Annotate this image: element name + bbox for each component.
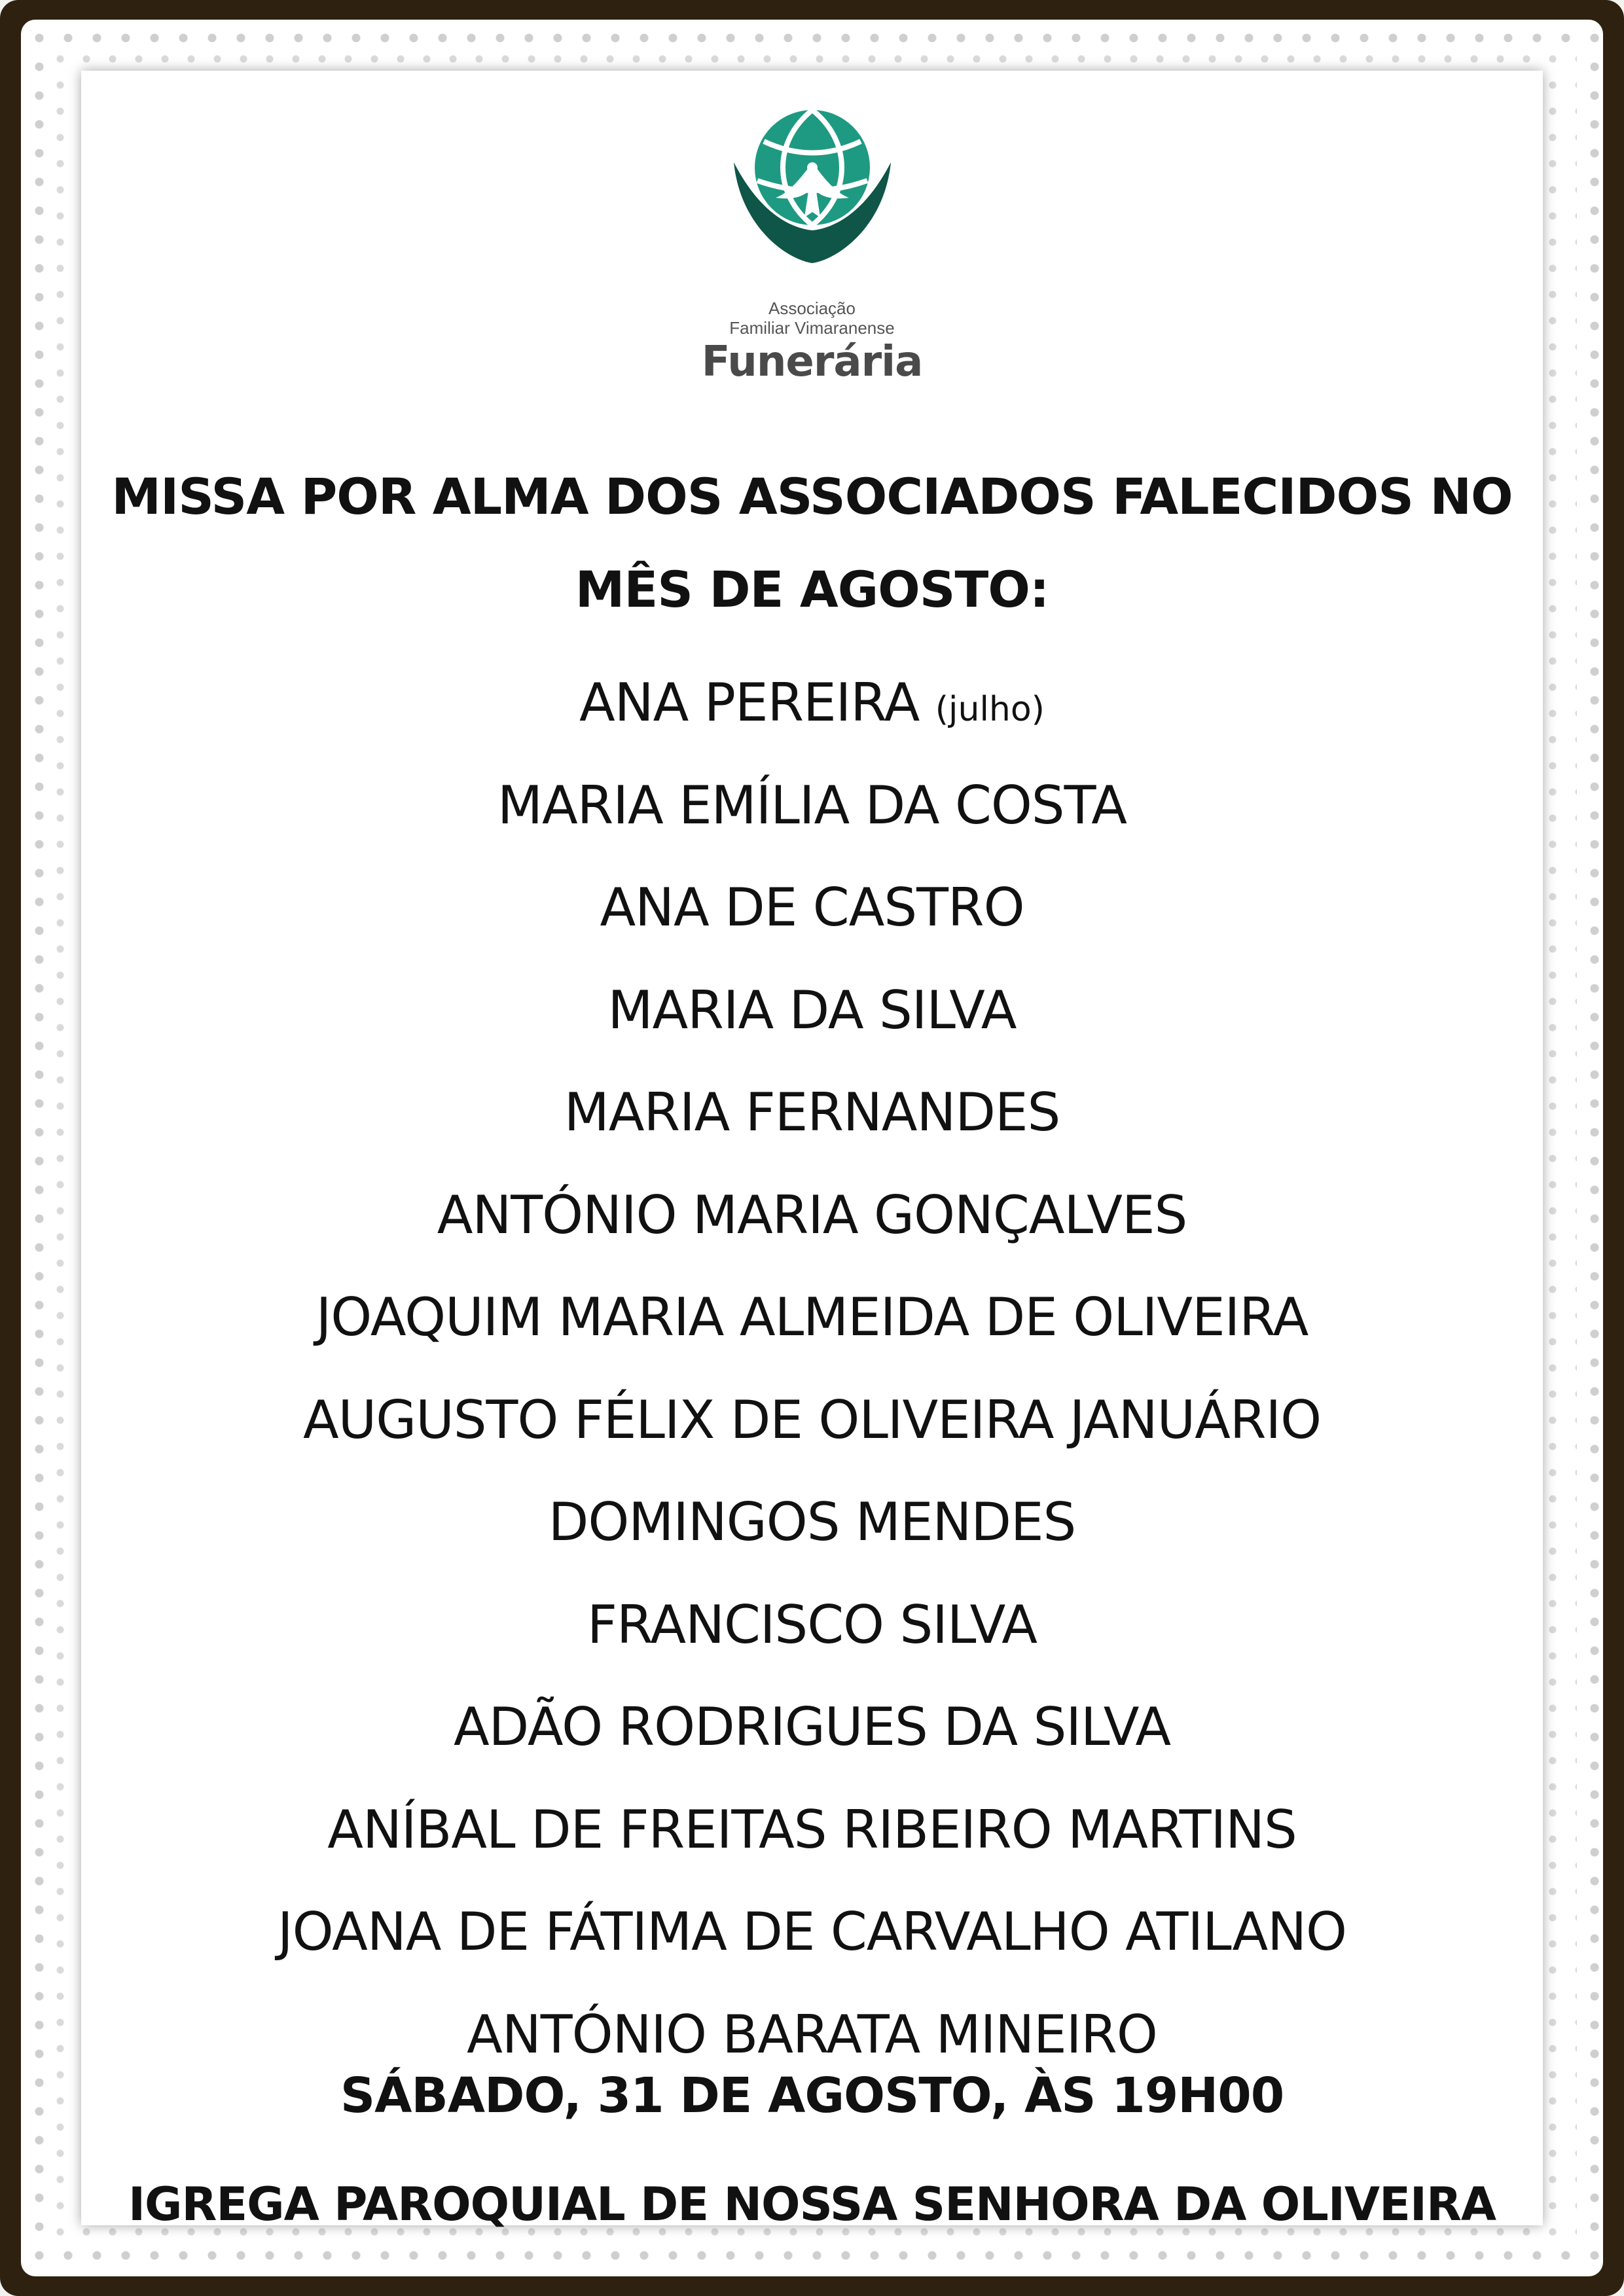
dove-globe-emblem-icon (727, 102, 897, 272)
deceased-names-list (81, 652, 1543, 2086)
notice-content (81, 71, 1543, 2231)
list-item: MARIA EMÍLIA DA COSTA (497, 774, 1127, 836)
logo-line-associacao: Associação (768, 298, 856, 318)
logo-line-familiar: Familiar Vimaranense (729, 318, 895, 338)
mass-venue: IGREGA PAROQUIAL DE NOSSA SENHORA DA OLIVEIRA (128, 2178, 1496, 2231)
list-item (81, 652, 1543, 755)
deceased-note: (julho) (935, 690, 1045, 729)
list-item: ANTÓNIO BARATA MINEIRO (467, 2003, 1157, 2065)
list-item: DOMINGOS MENDES (548, 1492, 1076, 1552)
notice-panel (81, 71, 1543, 2231)
title-line-2: MÊS DE AGOSTO: (575, 560, 1049, 619)
list-item: JOAQUIM MARIA ALMEIDA DE OLIVEIRA (316, 1287, 1308, 1348)
mass-date: SÁBADO, 31 DE AGOSTO, ÀS 19H00 (340, 2068, 1284, 2124)
title-line-1: MISSA POR ALMA DOS ASSOCIADOS FALECIDOS NO (111, 467, 1513, 526)
list-item: ADÃO RODRIGUES DA SILVA (453, 1696, 1171, 1757)
logo-brand-name: Funerária (701, 338, 923, 386)
list-item: ANÍBAL DE FREITAS RIBEIRO MARTINS (327, 1799, 1297, 1860)
notice-title (81, 450, 1543, 636)
list-item: FRANCISCO SILVA (587, 1594, 1037, 1655)
deceased-name: ANA PEREIRA (579, 672, 920, 733)
list-item: MARIA DA SILVA (607, 979, 1017, 1041)
list-item: ANA DE CASTRO (600, 877, 1024, 938)
funeraria-logo (675, 102, 950, 410)
list-item: JOANA DE FÁTIMA DE CARVALHO ATILANO (277, 1901, 1347, 1962)
list-item: AUGUSTO FÉLIX DE OLIVEIRA JANUÁRIO (302, 1389, 1322, 1450)
list-item: ANTÓNIO MARIA GONÇALVES (437, 1184, 1187, 1246)
list-item: MARIA FERNANDES (564, 1082, 1060, 1143)
